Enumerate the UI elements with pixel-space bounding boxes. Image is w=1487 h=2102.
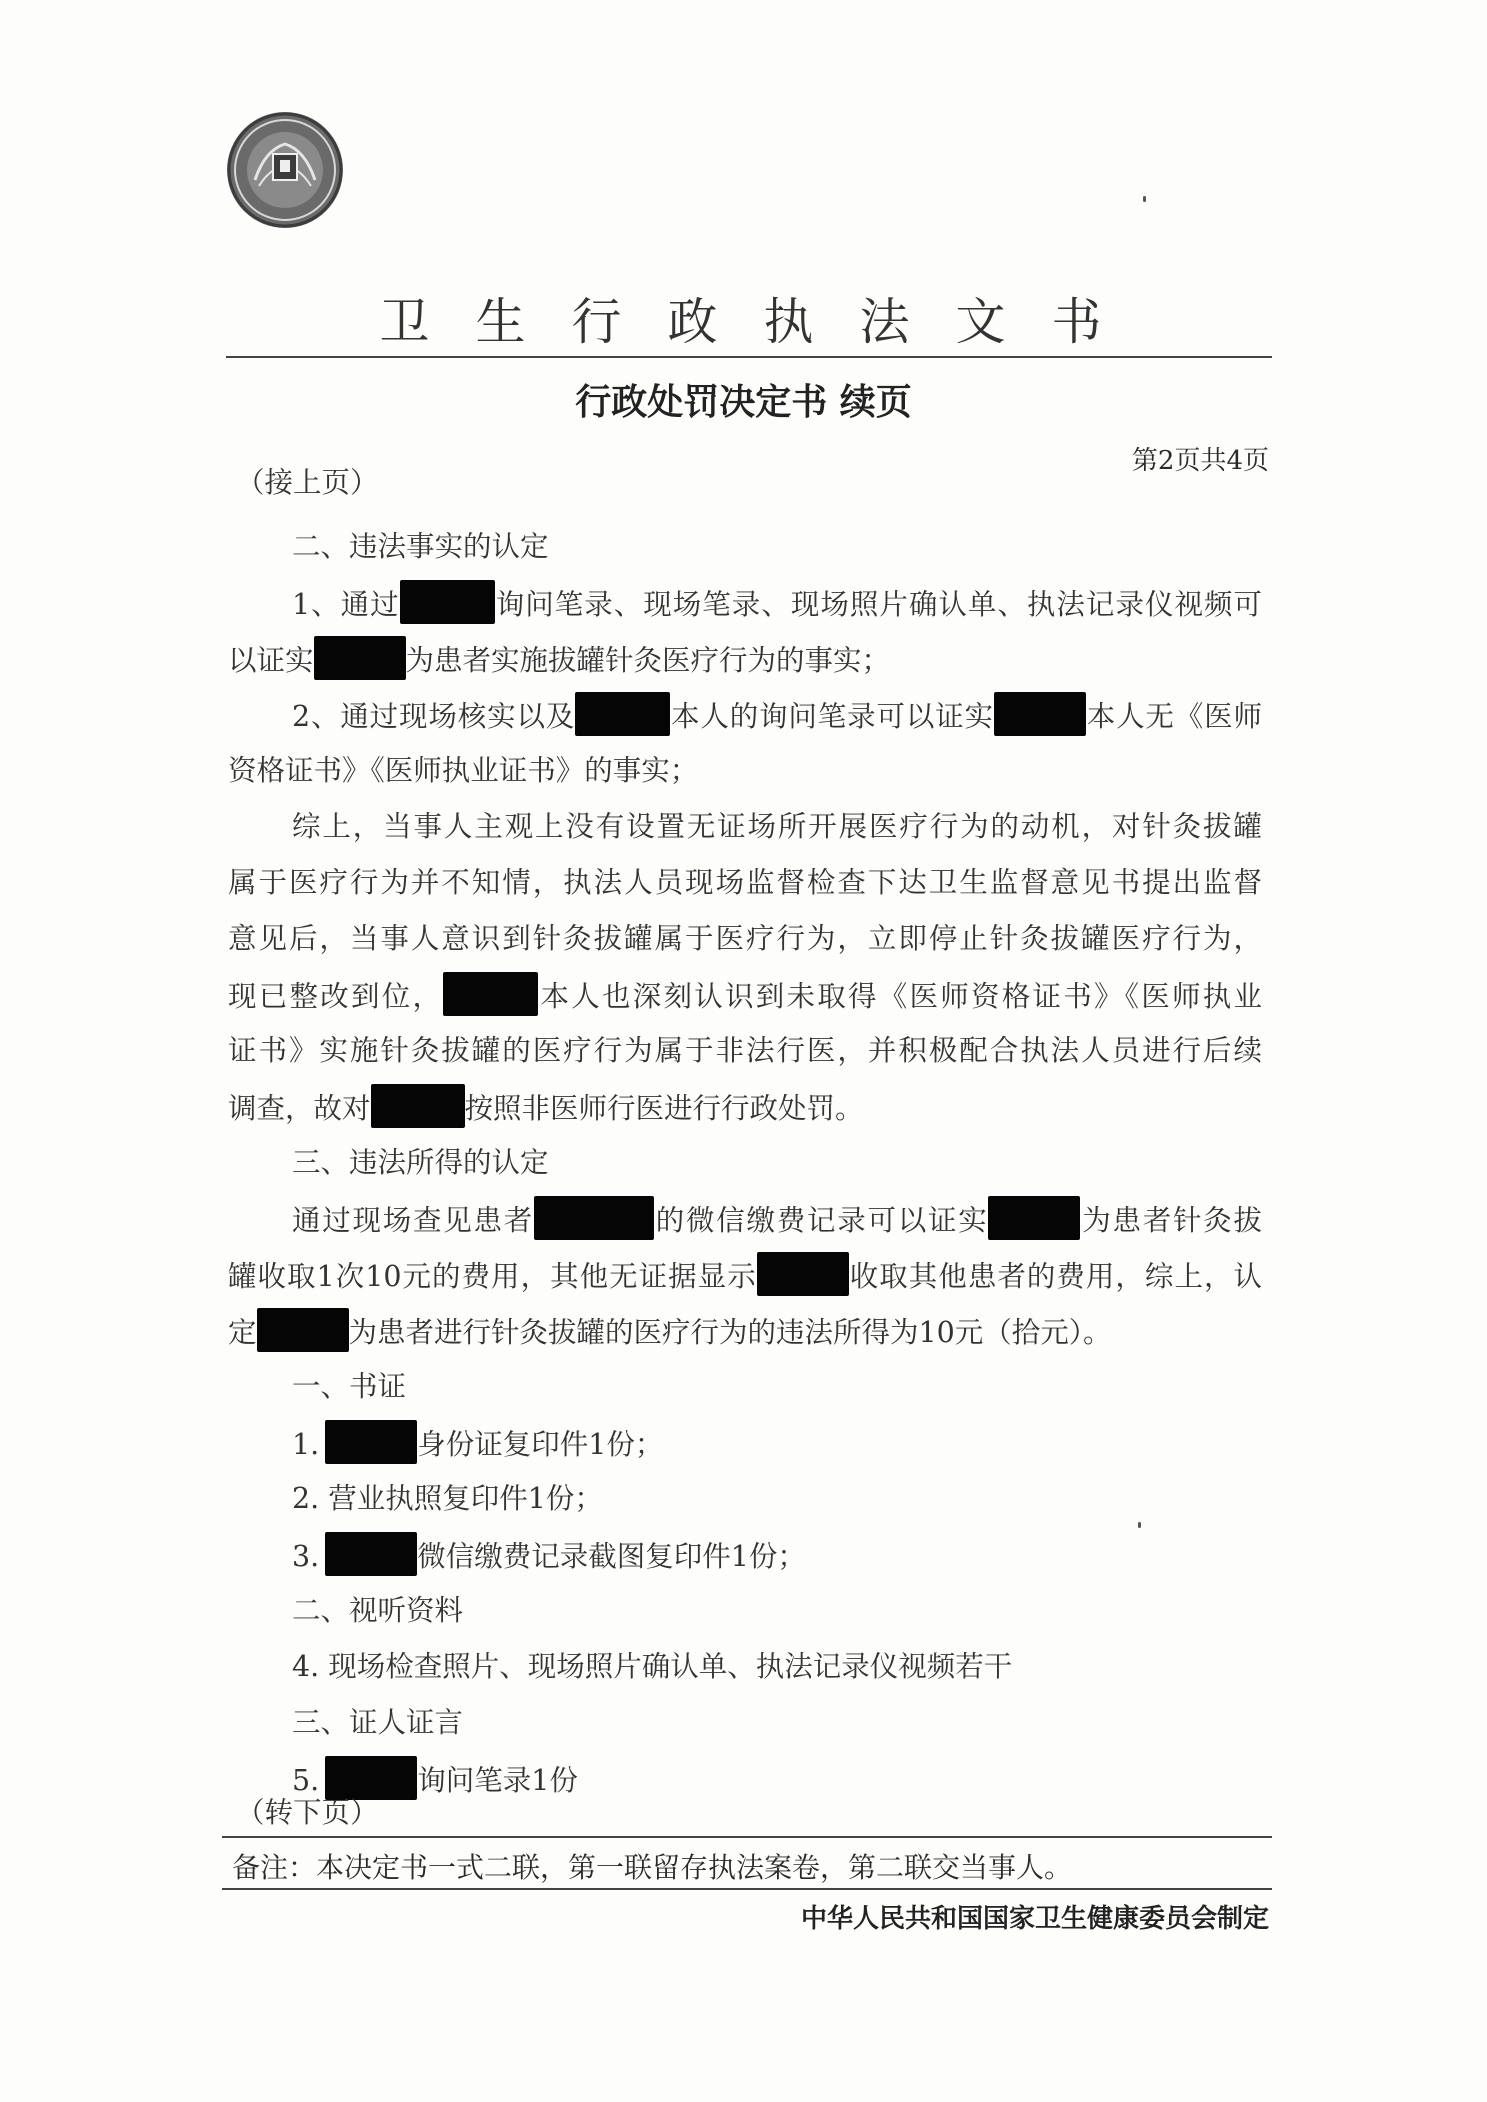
scan-speck (1138, 1522, 1141, 1528)
text-span: 调查，故对 (228, 1092, 371, 1125)
paragraph-line: 意见后，当事人意识到针灸拔罐属于医疗行为，立即停止针灸拔罐医疗行为， (228, 922, 1262, 955)
evidence-heading: 三、证人证言 (292, 1706, 464, 1739)
continued-to-note: （转下页） (236, 1796, 379, 1829)
text-span: 5. (292, 1764, 320, 1797)
paragraph-line (228, 972, 1262, 1016)
text-span: 1. (292, 1428, 320, 1461)
paragraph-line (292, 1196, 1262, 1240)
document-subtitle: 行政处罚决定书 续页 (575, 382, 912, 423)
redaction-block (988, 1196, 1080, 1240)
redaction-block (575, 692, 670, 736)
text-span: 询问笔录1份 (417, 1764, 578, 1797)
text-span: 现已整改到位， (228, 980, 444, 1013)
paragraph-line (228, 1308, 1112, 1352)
text-span: 为患者实施拔罐针灸医疗行为的事实； (405, 644, 891, 677)
scan-speck (1143, 196, 1146, 202)
paragraph-line (228, 636, 890, 680)
redaction-block (400, 580, 495, 624)
redaction-block (325, 1532, 417, 1576)
text-span: 的微信缴费记录可以证实 (654, 1204, 989, 1237)
text-span: 定 (228, 1316, 257, 1349)
evidence-item: 4. 现场检查照片、现场照片确认单、执法记录仪视频若干 (292, 1650, 1013, 1683)
paragraph-line: 综上，当事人主观上没有设置无证场所开展医疗行为的动机，对针灸拔罐 (292, 810, 1262, 843)
remark-bottom-rule (222, 1888, 1272, 1890)
evidence-item (292, 1420, 663, 1464)
redaction-block (534, 1196, 654, 1240)
paragraph-line (228, 1252, 1262, 1296)
text-span: 2、通过现场核实以及 (292, 700, 576, 733)
section-heading: 二、违法事实的认定 (292, 530, 549, 563)
title-rule (226, 356, 1272, 358)
redaction-block (325, 1420, 417, 1464)
text-span: 本人也深刻认识到未取得《医师资格证书》《医师执业 (538, 980, 1262, 1013)
health-enforcement-emblem-icon (225, 110, 345, 230)
continued-from-note: （接上页） (236, 466, 379, 499)
text-span: 按照非医师行医进行行政处罚。 (464, 1092, 864, 1125)
paragraph-line (292, 580, 1262, 624)
issuer-label: 中华人民共和国国家卫生健康委员会制定 (800, 1904, 1269, 1934)
page-number: 第2页共4页 (1131, 446, 1269, 476)
text-span: 通过现场查见患者 (292, 1204, 534, 1237)
redaction-block (443, 972, 538, 1016)
text-span: 1、通过 (292, 588, 400, 621)
paragraph-line (292, 692, 1262, 736)
evidence-heading: 二、视听资料 (292, 1594, 464, 1627)
text-span: 询问笔录、现场笔录、现场照片确认单、执法记录仪视频可 (494, 588, 1262, 621)
text-span: 本人的询问笔录可以证实 (670, 700, 994, 733)
text-span: 罐收取1次10元的费用，其他无证据显示 (228, 1260, 757, 1293)
redaction-block (371, 1084, 465, 1128)
paragraph-line: 资格证书》《医师执业证书》的事实； (228, 754, 699, 787)
text-span: 以证实 (228, 644, 314, 677)
evidence-heading: 一、书证 (292, 1370, 407, 1403)
paragraph-line: 证书》实施针灸拔罐的医疗行为属于非法行医，并积极配合执法人员进行后续 (228, 1034, 1262, 1067)
paragraph-line: 属于医疗行为并不知情，执法人员现场监督检查下达卫生监督意见书提出监督 (228, 866, 1262, 899)
redaction-block (314, 636, 406, 680)
text-span: 为患者进行针灸拔罐的医疗行为的违法所得为10元（拾元）。 (348, 1316, 1112, 1349)
document-title: 卫生行政执法文书 (379, 293, 1148, 351)
section-heading: 三、违法所得的认定 (292, 1146, 549, 1179)
text-span: 身份证复印件1份； (417, 1428, 664, 1461)
redaction-block (257, 1308, 349, 1352)
text-span: 收取其他患者的费用，综上，认 (848, 1260, 1262, 1293)
evidence-item: 2. 营业执照复印件1份； (292, 1482, 603, 1515)
evidence-item (292, 1532, 806, 1576)
text-span: 本人无《医师 (1085, 700, 1262, 733)
paragraph-line (228, 1084, 864, 1128)
remark-top-rule (222, 1836, 1272, 1838)
redaction-block (994, 692, 1086, 736)
redaction-block (757, 1252, 849, 1296)
remark-note: 备注：本决定书一式二联，第一联留存执法案卷，第二联交当事人。 (232, 1851, 1073, 1884)
text-span: 3. (292, 1540, 320, 1573)
text-span: 微信缴费记录截图复印件1份； (417, 1540, 806, 1573)
text-span: 为患者针灸拔 (1080, 1204, 1262, 1237)
